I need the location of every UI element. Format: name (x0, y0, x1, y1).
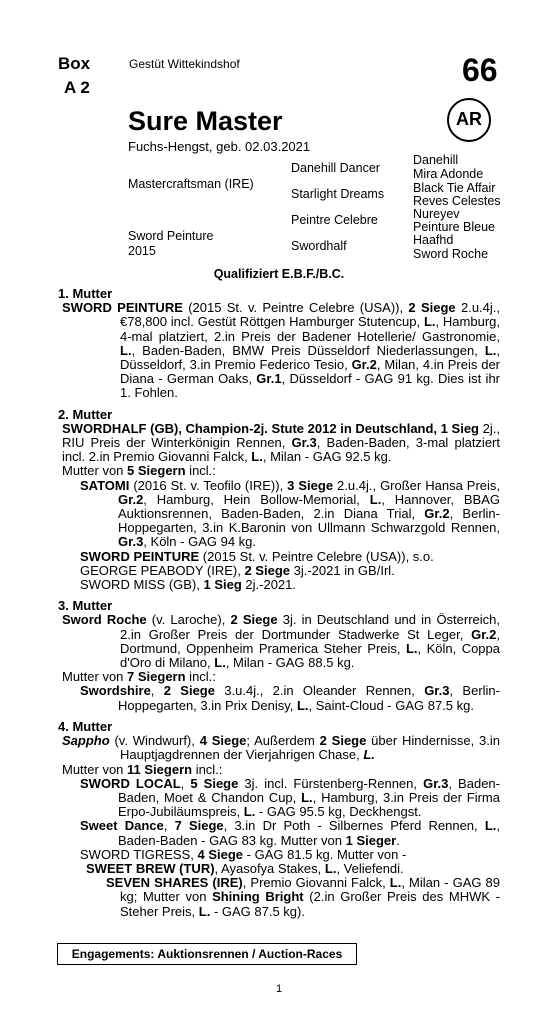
pedigree-dds: Haafhd (413, 233, 454, 247)
entry-bold: 2 Siege (230, 612, 278, 628)
entry-text: SWORD MISS (GB), (80, 577, 204, 593)
entry-bold: Gr.2 (351, 357, 377, 373)
entry-text: incl.: (192, 761, 223, 777)
entry-bold: 4 Siege (199, 733, 247, 749)
entry-text: , (150, 683, 164, 699)
horse-name-entry: SWORD LOCAL (80, 775, 181, 791)
entry-bold: 4 Siege (197, 846, 244, 862)
entry-bold: L. (251, 449, 263, 465)
entry-text: , Saint-Cloud - GAG 87.5 kg. (308, 697, 474, 713)
entry-bold: L. (243, 804, 256, 820)
section-title: 2. Mutter (58, 406, 113, 422)
horse-name-entry: SWORD PEINTURE (62, 300, 183, 316)
entry-text: 2.u.4j., €78,800 incl. Gestüt Röttgen Hamburger Stutencup, (120, 300, 500, 330)
entry-text: SWORD TIGRESS, (80, 846, 198, 862)
produce-entry (58, 777, 500, 820)
entry-bold: L. (120, 342, 132, 358)
entry-text: , Baden-Baden, BMW Preis Düsseldorf Niederlassungen, (131, 342, 485, 358)
entry-text: , Hannover, BBAG Auktionsrennen, Baden-Baden, 2.in Diana Trial, (118, 491, 500, 522)
entry-text: , Baden-Baden, 3-mal platziert incl. 2.in Premio Giovanni Falck, (62, 435, 500, 465)
entry-text: 3j. incl. Fürstenberg-Rennen, (238, 775, 424, 791)
produce-entry (58, 862, 500, 876)
entry-bold: Gr.3 (291, 435, 317, 451)
pedigree-dsd: Peinture Bleue (413, 220, 496, 234)
horse-name-entry: Sword Roche (62, 612, 147, 628)
entry-text: , Premio Giovanni Falck, (242, 875, 390, 891)
entry-text: - GAG 87.5 kg). (210, 903, 305, 919)
entry-text: , (163, 818, 175, 834)
entry-text: (2016 St. v. Teofilo (IRE)), (129, 477, 288, 493)
entry-bold: Gr.2 (471, 626, 497, 642)
entry-text: , Hamburg, 3.in Preis der Firma Erpo-Jubiläumspreis, (118, 789, 500, 820)
winners-count: 7 Siegern (127, 669, 186, 685)
pedigree-sds: Black Tie Affair (413, 181, 496, 195)
entry-text: (2015 St. v. Peintre Celebre (USA)), s.o. (199, 548, 434, 564)
horse-name-entry: Sweet Dance (80, 818, 164, 834)
pedigree-sire-sire: Danehill Dancer (291, 161, 380, 175)
entry-text: Mutter von (62, 761, 128, 777)
entry-text: (2.in Großer Preis des MHWK - Steher Preis, (120, 889, 500, 919)
entry-text: , Milan - GAG 92.5 kg. (262, 449, 392, 465)
entry-text: , Düsseldorf, 3.in Premio Federico Tesio, (120, 342, 500, 373)
entry-bold: 2 Siege (163, 683, 215, 699)
mother-of-line (58, 670, 500, 684)
entry-bold: L. (214, 655, 226, 671)
pedigree-dss: Nureyev (413, 207, 460, 221)
entry-bold: Gr.3 (423, 775, 449, 791)
entry-text: , Berlin-Hoppegarten, 3.in K.Baronin von Ullmann Schwarzgold Rennen, (118, 506, 500, 536)
entry-bold: L. (198, 903, 211, 919)
entry-bold: L. (423, 314, 436, 330)
entry-bold: L. (389, 875, 402, 891)
entry-text: , Hamburg, 4-mal platziert, 2.in Preis der Badener Hotellerie/ Gastronomie, (120, 314, 500, 344)
entry-text: , Milan - GAG 89 kg; Mutter von (120, 875, 501, 905)
horse-name-entry: SWEET BREW (TUR) (86, 860, 215, 876)
entry-bold: L. (301, 789, 313, 805)
produce-entry (58, 550, 500, 564)
entry-text: über Hindernisse, 3.in Hauptjagdrennen der Vierjahrigen Chase, (120, 733, 501, 763)
pedigree-sire-dam: Starlight Dreams (291, 187, 385, 201)
entry-bold: L. (324, 860, 337, 876)
pedigree-ssd: Mira Adonde (413, 167, 484, 181)
box-label: Box (58, 54, 91, 73)
entry-bold: L. (363, 747, 375, 763)
entry-bold: 2 Siege (408, 300, 456, 316)
second-dam-entry (58, 422, 500, 465)
breeder-name: Gestüt Wittekindshof (129, 57, 240, 71)
horse-name-entry: SEVEN SHARES (IRE) (106, 875, 243, 891)
entry-text: 3j.-2021 in GB/Irl. (290, 562, 395, 578)
entry-text: 2j., RIU Preis der Winterkönigin Rennen, (62, 420, 500, 451)
entry-bold: Gr.3 (424, 683, 450, 699)
entry-bold: Shining Bright (212, 889, 304, 905)
produce-entry (58, 684, 500, 712)
entry-bold: L. (405, 640, 418, 656)
entry-text: incl.: (185, 669, 216, 685)
fourth-dam-entry (58, 734, 500, 762)
entry-text: , Köln, Coppa d'Oro di Milano, (120, 640, 500, 671)
third-dam-entry (58, 613, 500, 670)
mother-of-line (58, 464, 500, 478)
produce-entry (58, 564, 500, 578)
horse-name-entry: SWORDHALF (62, 420, 147, 436)
qualification: Qualifiziert E.B.F./B.C. (213, 267, 345, 281)
entry-bold: L. (484, 818, 497, 834)
entry-text: 3j. in Deutschland und in Österreich, 2.in Großer Preis der Dortmunder Stadwerke St Leger, (120, 612, 501, 642)
entry-text: ; Außerdem (246, 733, 320, 749)
entry-text: incl.: (185, 463, 216, 479)
section-title: 1. Mutter (58, 286, 113, 301)
entry-bold: 3 Siege (287, 477, 334, 493)
entry-bold: Gr.2 (424, 506, 450, 522)
entry-bold: Gr.1 (256, 371, 282, 387)
mother-of-line (58, 763, 500, 777)
pedigree-ddd: Sword Roche (413, 247, 489, 261)
entry-text: , Dortmund, Oppenheim Pramerica Steher Preis, (120, 626, 500, 656)
entry-text: , 3.in Dr Poth - Silbernes Pferd Rennen, (223, 818, 485, 834)
engagements-box: Engagements: Auktionsrennen / Auction-Races (57, 943, 357, 965)
entry-text: (v. Laroche), (146, 612, 231, 628)
entry-text: - GAG 81.5 kg. Mutter von - (243, 846, 407, 862)
entry-text: , (180, 775, 191, 791)
pedigree-dam-year: 2015 (128, 244, 156, 258)
entry-text: , Berlin-Hoppegarten, 3.in Prix Denisy, (118, 683, 500, 713)
horse-name: Sure Master (128, 106, 283, 136)
entry-text: GEORGE PEABODY (IRE), (80, 562, 245, 578)
entry-text: , Veliefendi. (336, 860, 404, 876)
pedigree-dam-sire: Peintre Celebre (291, 213, 378, 227)
pedigree-dam: Sword Peinture (128, 229, 214, 243)
page-number: 1 (275, 983, 283, 995)
entry-text: (v. Windwurf), (109, 733, 200, 749)
entry-bold: 1 Sieg (203, 577, 242, 593)
entry-bold: 7 Siege (174, 818, 224, 834)
entry-bold: L. (296, 697, 309, 713)
pedigree-sire: Mastercraftsman (IRE) (128, 177, 254, 191)
entry-text: 2.u.4j., Großer Hansa Preis, (333, 477, 501, 493)
lot-number: 66 (462, 52, 498, 88)
entry-text: , Hamburg, Hein Bollow-Memorial, (143, 491, 370, 507)
entry-text: (2015 St. v. Peintre Celebre (USA)), (182, 300, 409, 316)
pedigree-dam-dam: Swordhalf (291, 239, 347, 253)
horse-name-entry: SWORD PEINTURE (80, 548, 200, 564)
winners-count: 11 Siegern (127, 761, 193, 777)
entry-text: , Baden-Baden, Moet & Chandon Cup, (118, 775, 500, 805)
produce-entry (58, 479, 500, 550)
box-number: A 2 (64, 78, 90, 97)
entry-text: 2j.-2021. (241, 577, 296, 593)
produce-entry (58, 876, 500, 919)
entry-bold: Gr.2 (118, 491, 144, 507)
section-title: 3. Mutter (58, 598, 113, 614)
dam-entry (58, 301, 500, 400)
entry-bold: L. (484, 342, 497, 358)
horse-name-entry: Sappho (62, 733, 110, 749)
entry-text: Mutter von (62, 463, 128, 479)
entry-text: Mutter von (62, 669, 128, 685)
produce-entry (58, 848, 500, 862)
horse-name-entry: Swordshire (80, 683, 151, 699)
winners-count: 5 Siegern (127, 463, 186, 479)
entry-text: , Milan - GAG 88.5 kg. (225, 655, 355, 671)
entry-text: . (396, 832, 400, 848)
ar-badge-icon: AR (447, 98, 491, 142)
entry-bold: 1 Sieger (345, 832, 397, 848)
entry-bold: (GB), Champion-2j. Stute 2012 in Deutschland, 1 Sieg (146, 420, 480, 436)
entry-text: , Ayasofya Stakes, (214, 860, 325, 876)
produce-entry (58, 578, 500, 592)
family-section (58, 287, 500, 919)
entry-bold: L. (369, 491, 382, 507)
entry-text: 3.u.4j., 2.in Oleander Rennen, (214, 683, 425, 699)
entry-bold: 2 Siege (319, 733, 367, 749)
entry-text: - GAG 95.5 kg, Deckhengst. (255, 804, 422, 820)
entry-text: , Milan, 4.in Preis der Diana - German Oaks, (120, 357, 501, 387)
pedigree-sdd: Reves Celestes (413, 194, 501, 208)
pedigree-sss: Danehill (413, 153, 459, 167)
section-title: 4. Mutter (58, 718, 113, 734)
entry-bold: 2 Siege (244, 562, 290, 578)
produce-entry (58, 819, 500, 847)
entry-bold: 5 Siege (190, 775, 239, 791)
entry-bold: Gr.3 (118, 534, 144, 550)
entry-text: , Düsseldorf - GAG 91 kg. Dies ist ihr 1. Fohlen. (120, 371, 500, 401)
entry-text: , Köln - GAG 94 kg. (143, 534, 257, 550)
entry-text: , Baden-Baden - GAG 83 kg. Mutter von (118, 818, 500, 848)
horse-name-entry: SATOMI (80, 477, 130, 493)
horse-description: Fuchs-Hengst, geb. 02.03.2021 (128, 139, 311, 154)
